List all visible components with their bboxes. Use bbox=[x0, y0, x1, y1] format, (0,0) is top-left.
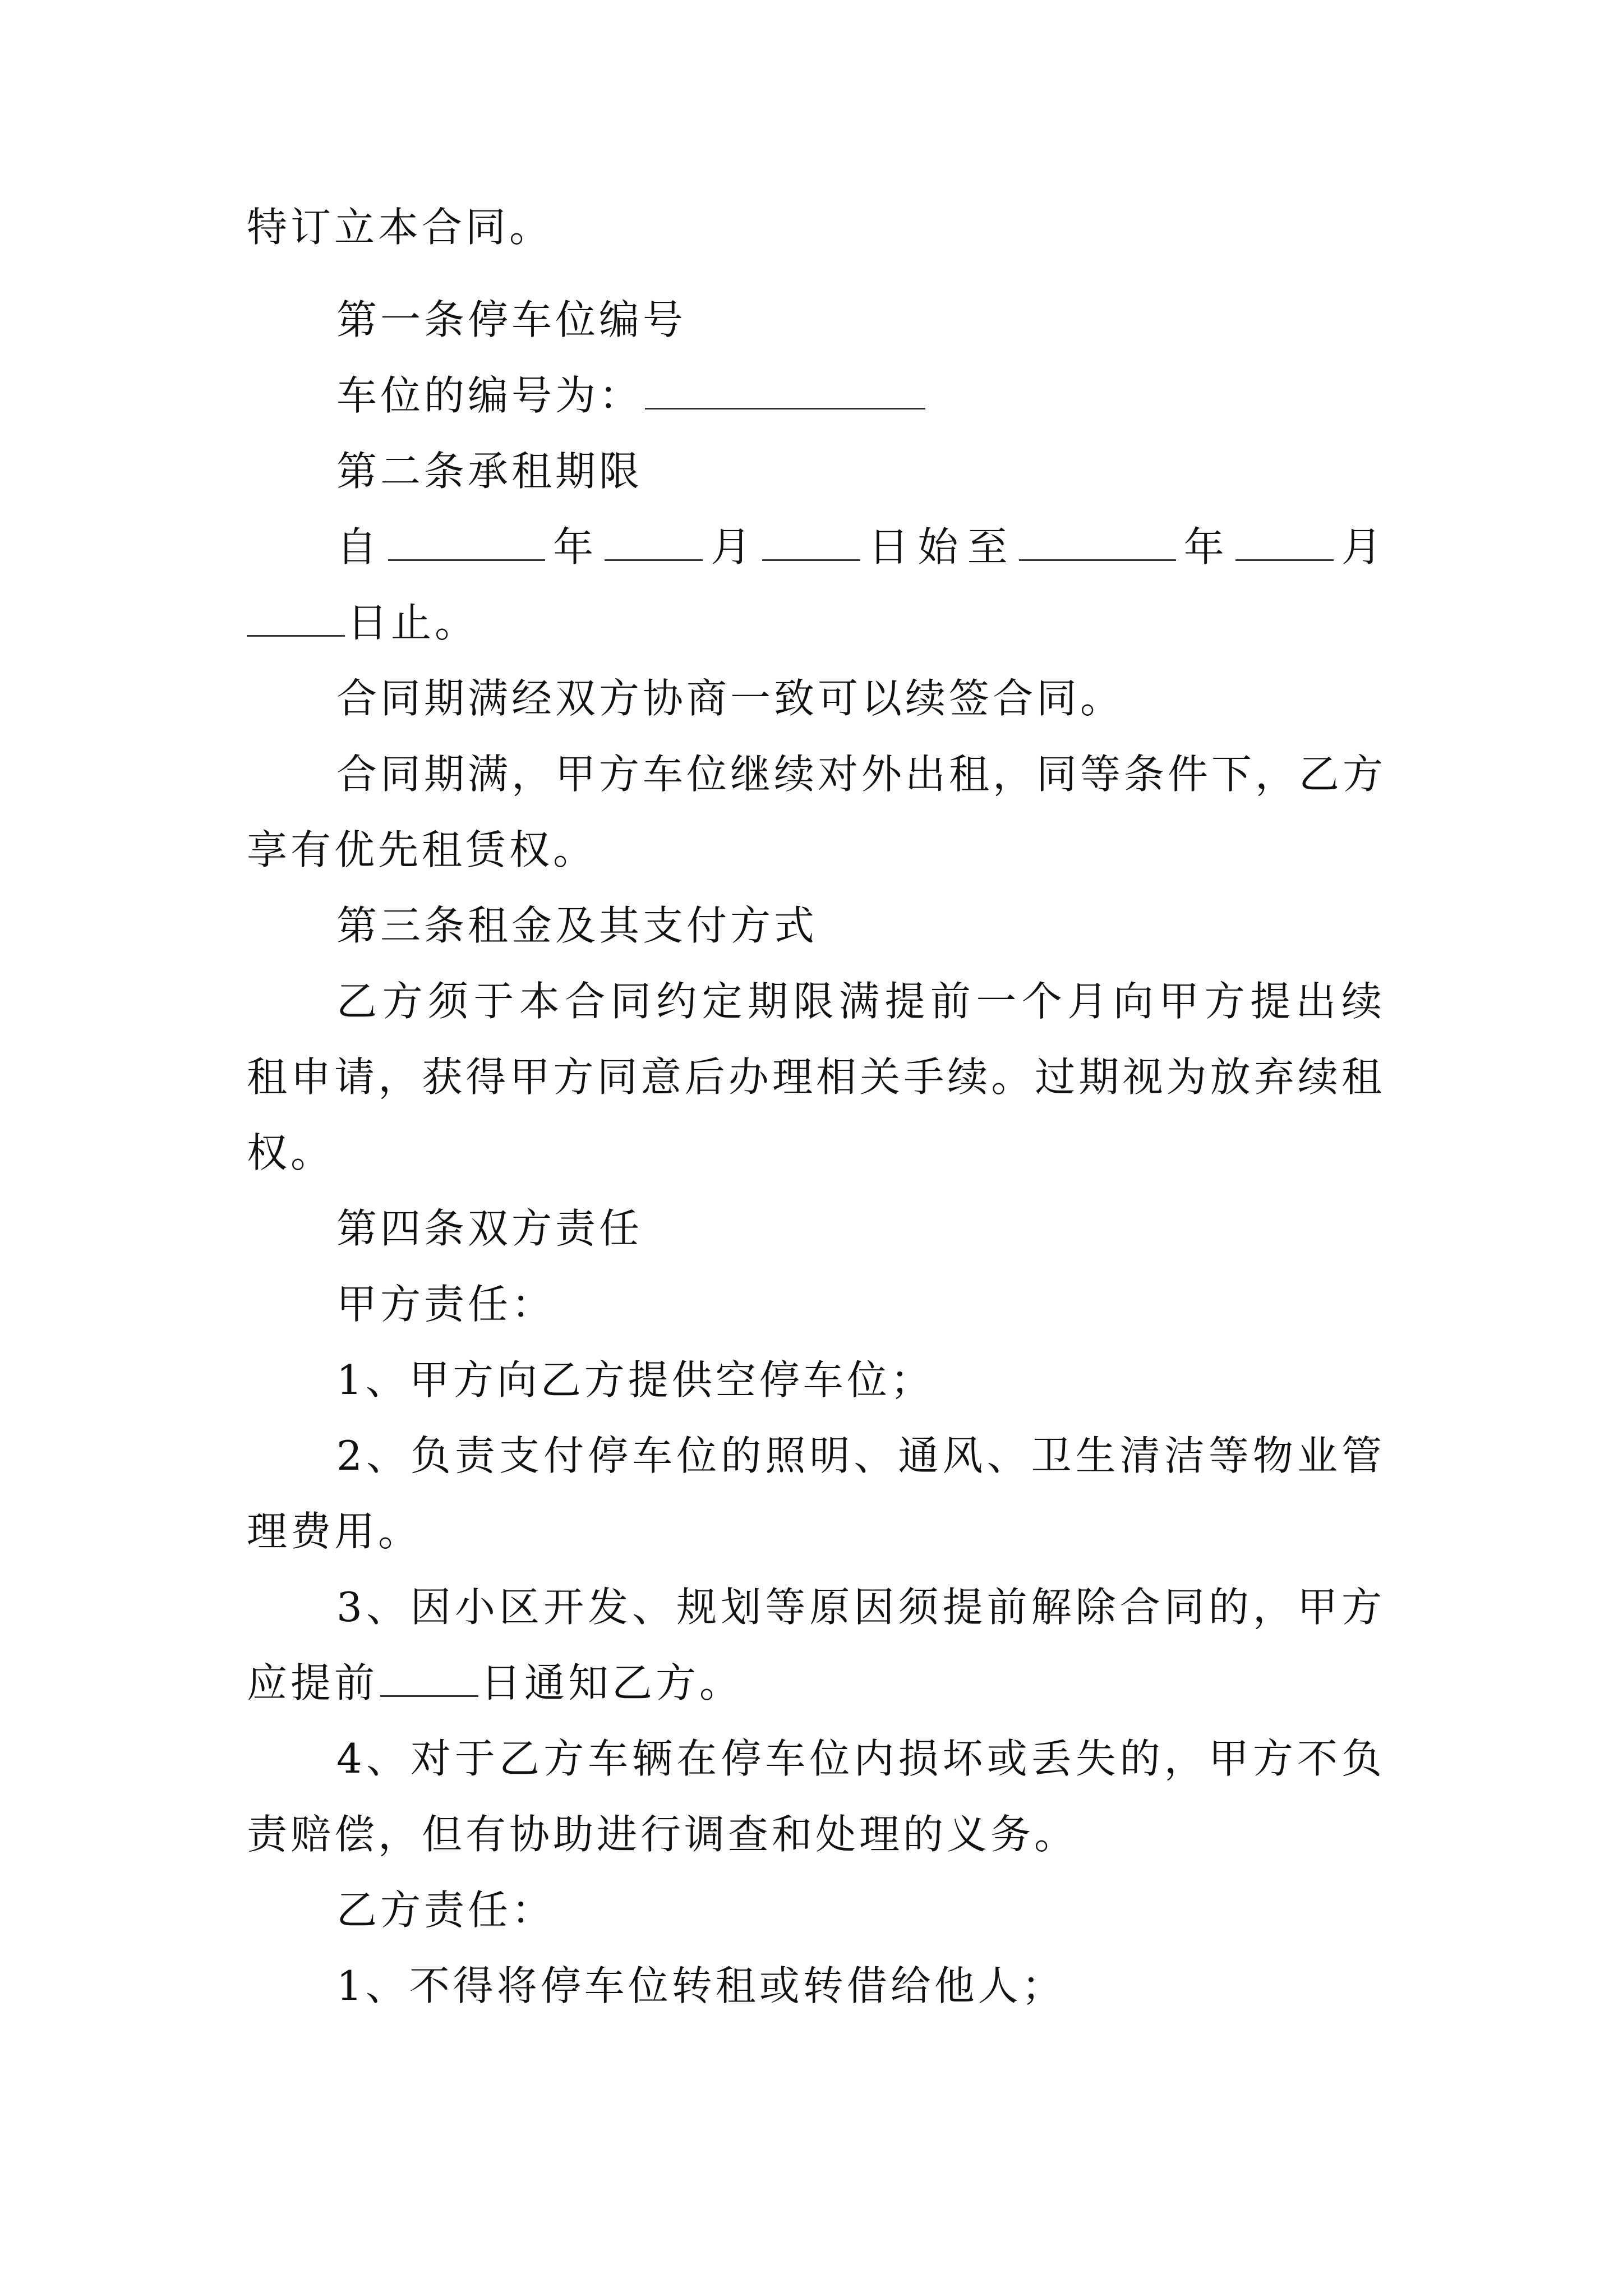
section-heading-lease-term: 第二条承租期限 bbox=[336, 448, 643, 495]
year-label: 年 bbox=[547, 523, 603, 570]
paragraph-line: 理费用。 bbox=[247, 1508, 422, 1555]
party-b-heading: 乙方责任： bbox=[336, 1887, 556, 1934]
end-year-blank[interactable] bbox=[1019, 522, 1176, 561]
month-label: 月 bbox=[705, 523, 760, 570]
paragraph-line: 责赔偿，但有协助进行调查和处理的义务。 bbox=[247, 1811, 1078, 1858]
paragraph-line: 合同期满，甲方车位继续对外出租，同等条件下，乙方 bbox=[336, 751, 1387, 798]
list-item: 2、负责支付停车位的照明、通风、卫生清洁等物业管 bbox=[336, 1432, 1385, 1479]
lease-term-line bbox=[336, 519, 1385, 575]
paragraph-line: 权。 bbox=[247, 1129, 335, 1176]
start-day-blank[interactable] bbox=[762, 522, 860, 561]
year-label: 年 bbox=[1178, 523, 1233, 570]
paragraph-line: 合同期满经双方协商一致可以续签合同。 bbox=[336, 675, 1124, 722]
party-a-heading: 甲方责任： bbox=[336, 1281, 556, 1328]
parking-number-blank[interactable] bbox=[645, 371, 925, 409]
end-day-blank[interactable] bbox=[247, 598, 345, 637]
paragraph-line: 乙方须于本合同约定期限满提前一个月向甲方提出续 bbox=[336, 978, 1385, 1025]
section-heading-responsibilities: 第四条双方责任 bbox=[336, 1205, 643, 1252]
start-year-blank[interactable] bbox=[388, 522, 545, 561]
start-to-label: 日始至 bbox=[863, 523, 1017, 570]
list-item: 4、对于乙方车辆在停车位内损坏或丢失的，甲方不负 bbox=[336, 1735, 1385, 1782]
parking-number-line bbox=[336, 367, 928, 424]
list-item: 1、甲方向乙方提供空停车位； bbox=[336, 1356, 934, 1404]
list-item: 1、不得将停车位转租或转借给他人； bbox=[336, 1962, 1066, 2009]
lease-from-label: 自 bbox=[336, 523, 386, 570]
paragraph-line: 享有优先租赁权。 bbox=[247, 826, 597, 873]
paragraph-line: 租申请，获得甲方同意后办理相关手续。过期视为放弃续租 bbox=[247, 1053, 1385, 1101]
notice-label: 应提前 bbox=[247, 1659, 379, 1706]
notice-tail: 日通知乙方。 bbox=[481, 1659, 744, 1706]
section-heading-parking-number: 第一条停车位编号 bbox=[336, 296, 687, 343]
lease-term-end-line bbox=[247, 595, 478, 651]
parking-number-label: 车位的编号为： bbox=[336, 372, 643, 419]
paragraph-line: 特订立本合同。 bbox=[247, 204, 554, 251]
notice-days-blank[interactable] bbox=[380, 1658, 478, 1697]
list-item: 3、因小区开发、规划等原因须提前解除合同的，甲方 bbox=[336, 1584, 1385, 1631]
day-end-label: 日止。 bbox=[347, 599, 479, 646]
start-month-blank[interactable] bbox=[605, 522, 703, 561]
month-label: 月 bbox=[1335, 523, 1385, 570]
notice-days-line bbox=[247, 1655, 743, 1711]
end-month-blank[interactable] bbox=[1235, 522, 1334, 561]
section-heading-rent-payment: 第三条租金及其支付方式 bbox=[336, 902, 818, 949]
